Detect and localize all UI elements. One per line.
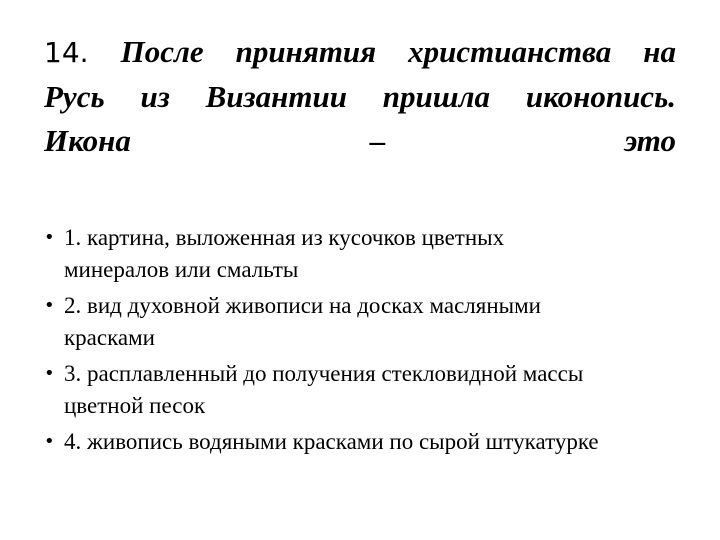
title-text-1: После принятия христианства на [120,34,677,69]
title-word-icon: Икона [44,123,131,158]
bullet-icon: • [44,295,55,316]
title-line-3 [44,119,676,163]
question-number: 14. [44,36,89,69]
answer-option-2 [44,290,694,354]
title-line-2: Русь из Византии пришла иконопись. [44,79,676,114]
answer-option-4 [44,426,694,458]
option-2-line-1: 2. вид духовной живописи на досках масляными [64,293,541,318]
bullet-icon: • [44,363,55,384]
option-1-line-1: 1. картина, выложенная из кусочков цветных [64,225,505,250]
bullet-icon: • [44,431,55,452]
answer-options [44,222,694,462]
bullet-icon: • [44,227,55,248]
option-2-line-2: красками [64,325,155,350]
title-dash: – [369,123,386,158]
title-word-eto: это [624,123,676,158]
option-1-line-2: минералов или смальты [64,257,299,282]
answer-option-1 [44,222,694,286]
option-3-line-2: цветной песок [64,393,206,418]
question-title [44,30,676,163]
answer-option-3 [44,358,694,422]
title-line-1 [44,30,676,75]
option-3-line-1: 3. расплавленный до получения стекловидной массы [64,361,584,386]
option-4-line-1: 4. живопись водяными красками по сырой штукатурке [64,429,599,454]
